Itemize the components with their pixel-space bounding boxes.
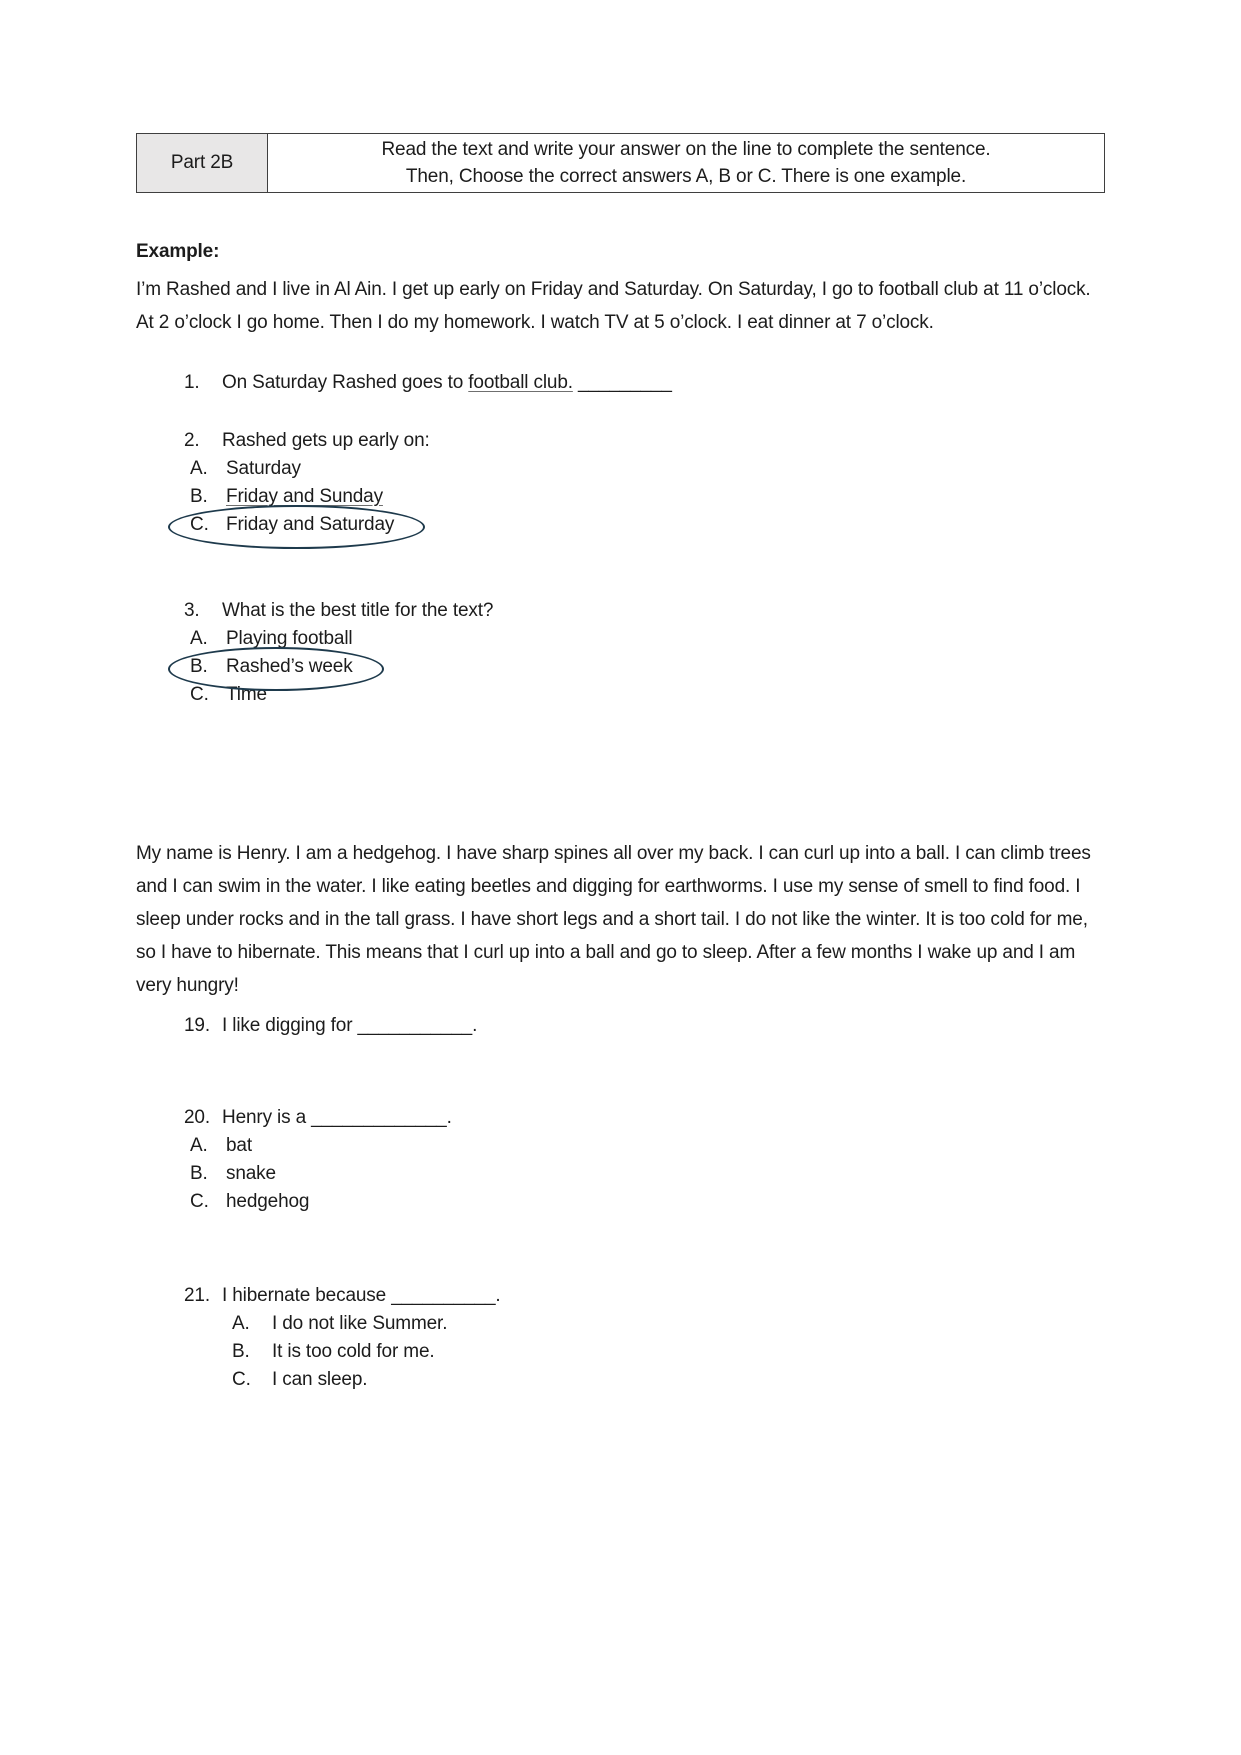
question-2 [184, 427, 1105, 455]
question-3-circled-answer [190, 653, 353, 681]
question-1-number: 1. [184, 372, 200, 393]
question-20-period: . [446, 1107, 452, 1128]
question-1 [184, 369, 1105, 397]
question-20-option-c [190, 1188, 1105, 1216]
question-1-answer-blank: _________ [572, 372, 672, 393]
option-text: Rashed’s week [226, 656, 353, 677]
question-21-option-a [232, 1310, 1105, 1338]
option-text: hedgehog [226, 1191, 310, 1212]
question-19-answer-blank: ___________ [357, 1015, 473, 1036]
question-3-text: What is the best title for the text? [222, 600, 494, 621]
option-letter: B. [190, 486, 208, 507]
question-21-option-c [232, 1366, 1105, 1394]
option-text: snake [226, 1163, 276, 1184]
question-2-text: Rashed gets up early on: [222, 430, 430, 451]
question-2-option-c [190, 511, 1105, 539]
question-3-option-c [190, 681, 1105, 709]
option-text: Friday and Saturday [226, 514, 395, 535]
option-letter: B. [190, 656, 208, 677]
question-20-text [222, 1104, 1105, 1132]
example-heading: Example: [136, 241, 220, 262]
question-20 [184, 1104, 1105, 1132]
question-21-text [222, 1282, 1105, 1310]
question-3-number: 3. [184, 600, 200, 621]
option-text: Saturday [226, 458, 301, 479]
instruction-line-1: Read the text and write your answer on the line to complete the sentence. [381, 139, 991, 160]
question-2-circled-answer [190, 511, 394, 539]
question-21-stem: I hibernate because [222, 1285, 392, 1306]
option-text: Time [226, 684, 267, 705]
question-20-option-a [190, 1132, 1105, 1160]
option-letter: C. [190, 514, 209, 535]
option-letter: A. [190, 1135, 208, 1156]
part-header-row [137, 134, 1105, 193]
option-letter: C. [190, 1191, 209, 1212]
passage-rashed: I’m Rashed and I live in Al Ain. I get up early on Friday and Saturday. On Saturday, I go to football club at 11 o’clock. At 2 o’clock I go home. Then I do my homework. I watch TV at 5 o’clock. I eat dinner at 7 o’clock. [136, 279, 1091, 333]
question-20-answer-blank: _____________ [311, 1107, 447, 1128]
question-21-period: . [495, 1285, 501, 1306]
option-text: Playing football [226, 628, 353, 649]
option-letter: B. [232, 1341, 250, 1362]
question-1-text [222, 369, 1105, 397]
question-1-underlined-answer: football club. [468, 372, 573, 393]
question-21-number: 21. [184, 1285, 210, 1306]
question-19-stem: I like digging for [222, 1015, 358, 1036]
part-header-table [136, 133, 1105, 193]
question-3 [184, 597, 1105, 625]
option-letter: B. [190, 1163, 208, 1184]
option-letter: C. [232, 1369, 251, 1390]
option-text: bat [226, 1135, 252, 1156]
question-19 [184, 1012, 1105, 1040]
option-letter: A. [190, 628, 208, 649]
question-1-stem: On Saturday Rashed goes to [222, 372, 469, 393]
question-21-option-b [232, 1338, 1105, 1366]
question-2-option-b [190, 483, 1105, 511]
question-2-option-a [190, 455, 1105, 483]
question-21-answer-blank: __________ [391, 1285, 496, 1306]
option-text: I do not like Summer. [272, 1313, 448, 1334]
option-letter: A. [190, 458, 208, 479]
instruction-line-2: Then, Choose the correct answers A, B or C. There is one example. [405, 166, 967, 187]
option-letter: A. [232, 1313, 250, 1334]
passage-henry: My name is Henry. I am a hedgehog. I have sharp spines all over my back. I can curl up into a ball. I can climb trees and I can swim in the water. I like eating beetles and digging for earthworms. I use my sense of smell to find food. I sleep under rocks and in the tall grass. I have short legs and a short tail. I do not like the winter. It is too cold for me, so I have to hibernate. This means that I curl up into a ball and go to sleep. After a few months I wake up and I am very hungry! [136, 843, 1091, 996]
question-19-text [222, 1012, 1105, 1040]
question-3-option-a [190, 625, 1105, 653]
question-19-number: 19. [184, 1015, 210, 1036]
part-label: Part 2B [137, 134, 268, 193]
option-text: It is too cold for me. [272, 1341, 435, 1362]
question-20-stem: Henry is a [222, 1107, 312, 1128]
question-2-number: 2. [184, 430, 200, 451]
question-3-option-b [190, 653, 1105, 681]
question-21 [184, 1282, 1105, 1310]
option-letter: C. [190, 684, 209, 705]
part-instructions [268, 134, 1105, 193]
question-19-period: . [472, 1015, 478, 1036]
question-20-option-b [190, 1160, 1105, 1188]
option-text: I can sleep. [272, 1369, 368, 1390]
option-text-underlined: Friday and Sunday [226, 486, 383, 507]
question-20-number: 20. [184, 1107, 210, 1128]
